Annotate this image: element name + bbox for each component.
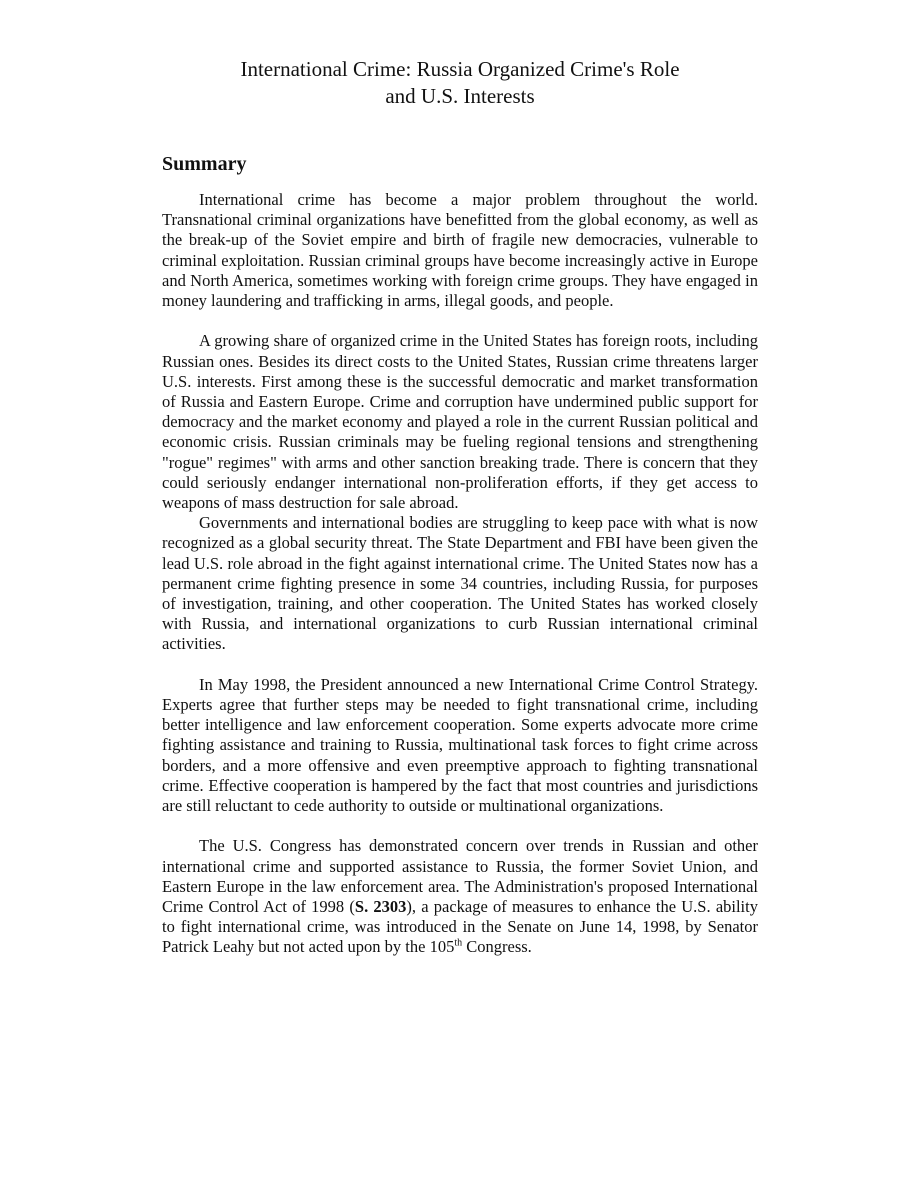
title-line-2: and U.S. Interests bbox=[385, 84, 535, 108]
ordinal-suffix: th bbox=[454, 937, 463, 949]
paragraph-3: Governments and international bodies are struggling to keep pace with what is now recognized as a global security threat. The State Department and FBI have been given the lead U.S. role abroad in the fight against international crime. The United States now has a permanent crime fighting presence in some 34 countries, including Russia, for purposes of investigation, training, and other cooperation. The United States has worked closely with Russia, and international organizations to curb Russian international criminal activities. bbox=[162, 513, 758, 654]
paragraph-2: A growing share of organized crime in the United States has foreign roots, including Russian ones. Besides its direct costs to the United States, Russian crime threatens larger U.S. interests. First among these is the successful democratic and market transformation of Russia and Eastern Europe. Crime and corruption have undermined public support for democracy and the market economy and played a role in the current Russian political and economic crisis. Russian criminals may be fueling regional tensions and strengthening "rogue" regimes" with arms and other sanction breaking trade. There is concern that they could seriously endanger international non-proliferation efforts, if they get access to weapons of mass destruction for sale abroad. bbox=[162, 331, 758, 513]
title-line-1: International Crime: Russia Organized Crime's Role bbox=[240, 57, 680, 81]
paragraph-5 bbox=[162, 836, 758, 957]
paragraph-4: In May 1998, the President announced a new International Crime Control Strategy. Experts agree that further steps may be needed to fight transnational crime, including better intelligence and law enforcement cooperation. Some experts advocate more crime fighting assistance and training to Russia, multinational task forces to fight crime across borders, and a more offensive and even preemptive approach to fighting transnational crime. Effective cooperation is hampered by the fact that most countries and jurisdictions are still reluctant to cede authority to outside or multinational organizations. bbox=[162, 674, 758, 816]
paragraph-5-text-b: ), a package of measures to enhance the U.S. ability to fight international crime, was introduced in the Senate on June 14, 1998, by Senator Patrick Leahy but not acted upon by the 105 bbox=[162, 897, 758, 957]
paragraph-5-text-c: Congress. bbox=[462, 937, 532, 957]
bill-number: S. 2303 bbox=[354, 897, 407, 917]
paragraph-1: International crime has become a major problem throughout the world. Transnational criminal organizations have benefitted from the global economy, as well as the break-up of the Soviet empire and birth of fragile new democracies, vulnerable to criminal exploitation. Russian criminal groups have become increasingly active in Europe and North America, sometimes working with foreign crime groups. They have engaged in money laundering and trafficking in arms, illegal goods, and people. bbox=[162, 190, 758, 311]
paragraph-5-text-a: The U.S. Congress has demonstrated concern over trends in Russian and other international crime and supported assistance to Russia, the former Soviet Union, and Eastern Europe in the law enforcement area. The Administration's proposed International Crime Control Act of 1998 ( bbox=[162, 836, 758, 917]
summary-heading: Summary bbox=[162, 153, 247, 175]
document-title bbox=[162, 56, 758, 110]
document-page bbox=[162, 56, 758, 958]
